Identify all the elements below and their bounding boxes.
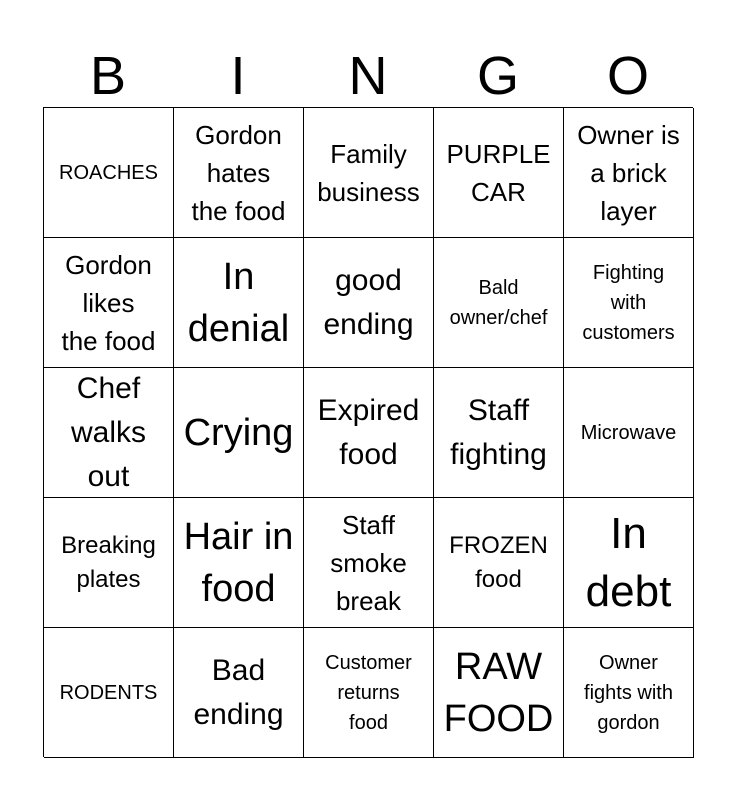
bingo-cell-label: ROACHES <box>59 161 158 184</box>
bingo-cell-r2-c4[interactable] <box>434 238 564 368</box>
bingo-cell-label: RODENTS <box>59 681 158 704</box>
bingo-cell-r5-c3[interactable] <box>304 628 434 758</box>
bingo-cell-r2-c3[interactable] <box>304 238 434 368</box>
bingo-cell-label: Staff smoke break <box>330 509 407 616</box>
bingo-cell-r3-c3[interactable] <box>304 368 434 498</box>
bingo-cell-label: Staff fighting <box>450 393 547 471</box>
bingo-cell-r4-c5[interactable] <box>564 498 694 628</box>
bingo-cell-r2-c5[interactable] <box>564 238 694 368</box>
bingo-cell-r5-c4[interactable] <box>434 628 564 758</box>
bingo-cell-label: Owner fights with gordon <box>584 651 673 734</box>
header-letter-i: I <box>230 46 246 106</box>
bingo-cell-r4-c2[interactable] <box>174 498 304 628</box>
header-letter-n: N <box>348 46 388 106</box>
bingo-cell-label: PURPLE CAR <box>446 138 551 207</box>
bingo-cell-r4-c4[interactable] <box>434 498 564 628</box>
bingo-cell-label: Gordon hates the food <box>191 119 286 226</box>
bingo-cell-r4-c3[interactable] <box>304 498 434 628</box>
bingo-cell-label: Breaking plates <box>61 531 156 593</box>
bingo-cell-r2-c1[interactable] <box>44 238 174 368</box>
bingo-cell-r1-c3[interactable] <box>304 108 434 238</box>
bingo-cell-label: Fighting with customers <box>582 261 675 344</box>
bingo-cell-label: In denial <box>187 255 290 350</box>
bingo-cell-r5-c5[interactable] <box>564 628 694 758</box>
bingo-cell-label: Customer returns food <box>325 651 412 734</box>
bingo-cell-r1-c5[interactable] <box>564 108 694 238</box>
bingo-cell-r3-c1[interactable] <box>44 368 174 498</box>
bingo-cell-label: Gordon likes the food <box>61 249 156 356</box>
bingo-cell-r3-c4[interactable] <box>434 368 564 498</box>
header-letter-o: O <box>606 46 649 106</box>
bingo-cell-r4-c1[interactable] <box>44 498 174 628</box>
bingo-cell-label: good ending <box>323 263 414 341</box>
bingo-cell-r2-c2[interactable] <box>174 238 304 368</box>
bingo-cell-label: Crying <box>183 411 294 454</box>
header-letter-g: G <box>476 46 519 106</box>
bingo-cell-label: Hair in food <box>183 515 294 610</box>
bingo-header <box>43 44 693 108</box>
bingo-cell-r3-c2[interactable] <box>174 368 304 498</box>
bingo-cell-label: RAW FOOD <box>443 645 554 740</box>
bingo-cell-label: In debt <box>585 508 672 616</box>
bingo-cell-label: FROZEN food <box>449 531 548 593</box>
bingo-cell-label: Family business <box>317 138 420 207</box>
bingo-cell-label: Owner is a brick layer <box>577 119 680 226</box>
bingo-cell-label: Expired food <box>317 393 420 471</box>
bingo-cell-r1-c1[interactable] <box>44 108 174 238</box>
bingo-cell-label: Bad ending <box>193 653 284 731</box>
bingo-cell-r5-c1[interactable] <box>44 628 174 758</box>
bingo-cell-r1-c4[interactable] <box>434 108 564 238</box>
bingo-cell-r1-c2[interactable] <box>174 108 304 238</box>
bingo-cell-label: Bald owner/chef <box>449 276 548 329</box>
bingo-cell-r5-c2[interactable] <box>174 628 304 758</box>
bingo-cell-r3-c5[interactable] <box>564 368 694 498</box>
header-letter-b: B <box>89 46 127 106</box>
bingo-cell-label: Chef walks out <box>70 371 146 493</box>
bingo-cell-label: Microwave <box>580 421 677 444</box>
bingo-board <box>43 107 693 757</box>
